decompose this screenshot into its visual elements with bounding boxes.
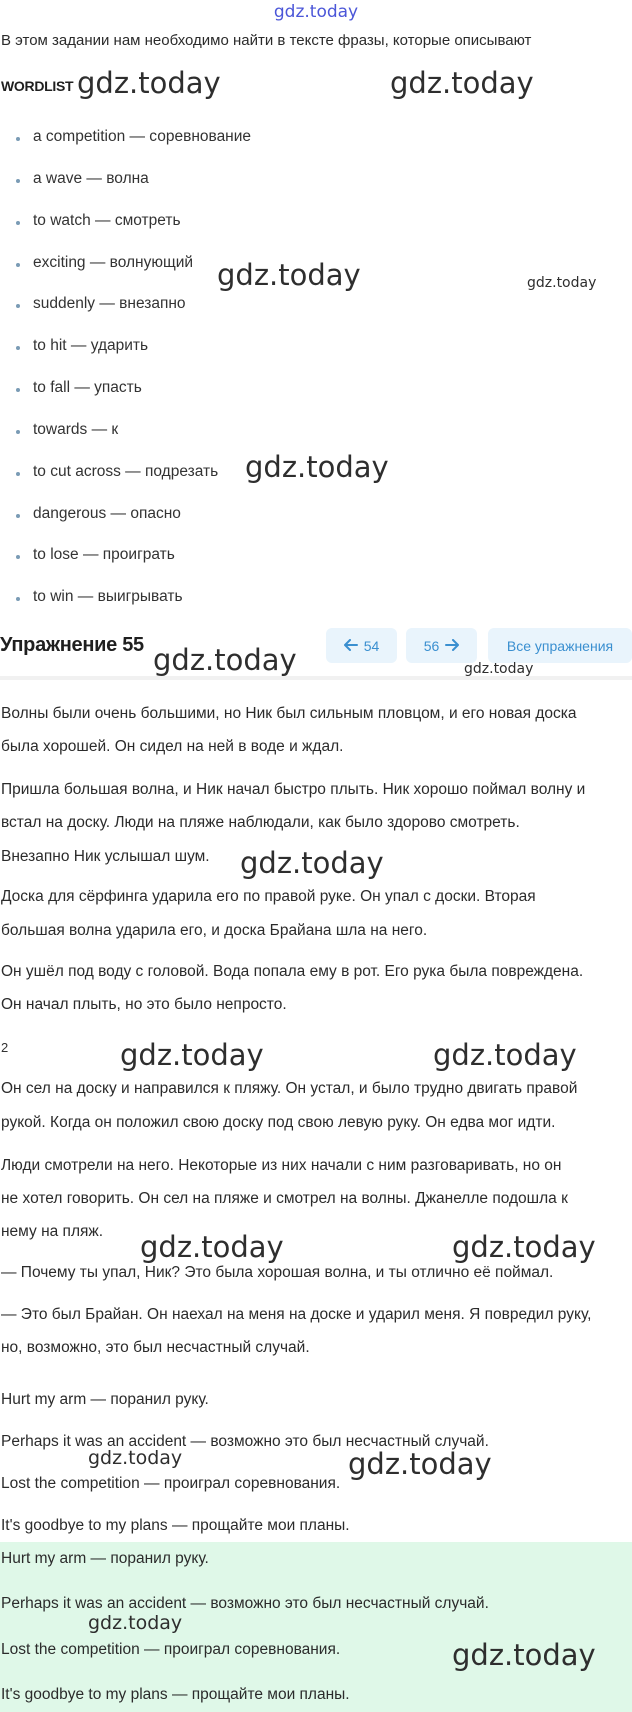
wordlist-item-text: to win — выигрывать: [33, 588, 183, 605]
watermark: gdz.today: [120, 1038, 264, 1072]
translation-line: Волны были очень большими, но Ник был сильным пловцом, и его новая доска: [1, 705, 577, 722]
watermark: gdz.today: [464, 661, 534, 677]
watermark: gdz.today: [140, 1230, 284, 1264]
wordlist-item-text: towards — к: [33, 421, 119, 438]
bullet-icon: [16, 430, 20, 434]
translation-line: Люди смотрели на него. Некоторые из них начали с ним разговаривать, но он: [1, 1157, 562, 1174]
wordlist-item-text: exciting — волнующий: [33, 254, 194, 271]
watermark: gdz.today: [240, 846, 384, 880]
bullet-icon: [16, 514, 20, 518]
watermark: gdz.today: [245, 450, 389, 484]
phrase-line: Hurt my arm — поранил руку.: [1, 1391, 209, 1408]
bullet-icon: [16, 221, 20, 225]
wordlist-item-text: suddenly — внезапно: [33, 295, 186, 312]
wordlist-item-text: to cut across — подрезать: [33, 463, 219, 480]
translation-line: Он начал плыть, но это было непросто.: [1, 996, 287, 1013]
phrase-line: Perhaps it was an accident — возможно это был несчастный случай.: [1, 1433, 489, 1450]
translation-line: Доска для сёрфинга ударила его по правой руке. Он упал с доски. Вторая: [1, 888, 536, 905]
watermark: gdz.today: [88, 1612, 183, 1634]
translation-line: нему на пляж.: [1, 1223, 104, 1240]
wordlist-item-text: a wave — волна: [33, 170, 149, 187]
bullet-icon: [16, 472, 20, 476]
translation-line: Пришла большая волна, и Ник начал быстро плыть. Ник хорошо поймал волну и: [1, 781, 586, 798]
prev-exercise-label: 54: [363, 637, 380, 654]
translation-line: не хотел говорить. Он сел на пляже и смотрел на волны. Джанелле подошла к: [1, 1190, 568, 1207]
answer-line: Perhaps it was an accident — возможно это был несчастный случай.: [1, 1595, 489, 1612]
bullet-icon: [16, 597, 20, 601]
arrow-right-icon: [445, 638, 459, 654]
watermark: gdz.today: [217, 258, 361, 292]
bullet-icon: [16, 555, 20, 559]
translation-line: Он ушёл под воду с головой. Вода попала ему в рот. Его рука была повреждена.: [1, 963, 584, 980]
bullet-icon: [16, 179, 20, 183]
wordlist-item-text: to watch — смотреть: [33, 212, 181, 229]
watermark: gdz.today: [153, 643, 297, 677]
phrase-line: Lost the competition — проиграл соревнования.: [1, 1475, 341, 1492]
translation-line: Внезапно Ник услышал шум.: [1, 848, 210, 865]
next-exercise-button[interactable]: [406, 628, 477, 663]
next-exercise-label: 56: [423, 637, 440, 654]
translation-line: была хорошей. Он сидел на ней в воде и ждал.: [1, 738, 344, 755]
part-number: 2: [1, 1040, 9, 1055]
wordlist-item-text: to lose — проиграть: [33, 546, 175, 563]
wordlist-item-text: to hit — ударить: [33, 337, 149, 354]
bullet-icon: [16, 346, 20, 350]
watermark: gdz.today: [390, 66, 534, 100]
watermark: gdz.today: [348, 1447, 492, 1481]
watermark: gdz.today: [452, 1230, 596, 1264]
answer-line: It's goodbye to my plans — прощайте мои планы.: [1, 1686, 350, 1703]
prev-exercise-button[interactable]: [326, 628, 397, 663]
answer-line: Hurt my arm — поранил руку.: [1, 1550, 209, 1567]
wordlist-item-text: dangerous — опасно: [33, 505, 181, 522]
exercise-title: Упражнение 55: [0, 634, 144, 656]
watermark: gdz.today: [527, 275, 597, 291]
bullet-icon: [16, 388, 20, 392]
phrase-line: It's goodbye to my plans — прощайте мои планы.: [1, 1517, 350, 1534]
wordlist-label: WORDLIST: [1, 78, 74, 94]
all-exercises-label: Все упражнения: [506, 637, 614, 654]
translation-line: рукой. Когда он положил свою доску под свою левую руку. Он едва мог идти.: [1, 1114, 556, 1131]
translation-line: — Почему ты упал, Ник? Это была хорошая волна, и ты отлично её поймал.: [1, 1264, 554, 1281]
watermark: gdz.today: [77, 66, 221, 100]
bullet-icon: [16, 137, 20, 141]
watermark: gdz.today: [452, 1638, 596, 1672]
wordlist-item-text: a competition — соревнование: [33, 128, 252, 145]
header-divider: [0, 676, 632, 680]
translation-line: но, возможно, это был несчастный случай.: [1, 1339, 310, 1356]
all-exercises-button[interactable]: [488, 628, 632, 663]
translation-line: встал на доску. Люди на пляже наблюдали, как было здорово смотреть.: [1, 814, 520, 831]
watermark: gdz.today: [433, 1038, 577, 1072]
bullet-icon: [16, 263, 20, 267]
wordlist-item-text: to fall — упасть: [33, 379, 142, 396]
intro-text: В этом задании нам необходимо найти в тексте фразы, которые описывают: [1, 32, 532, 49]
translation-line: большая волна ударила его, и доска Брайана шла на него.: [1, 922, 428, 939]
top-watermark: gdz.today: [273, 2, 359, 22]
bullet-icon: [16, 304, 20, 308]
translation-line: Он сел на доску и направился к пляжу. Он устал, и было трудно двигать правой: [1, 1080, 578, 1097]
watermark: gdz.today: [88, 1447, 183, 1469]
arrow-left-icon: [344, 638, 358, 654]
translation-line: — Это был Брайан. Он наехал на меня на доске и ударил меня. Я повредил руку,: [1, 1306, 592, 1323]
answer-line: Lost the competition — проиграл соревнования.: [1, 1641, 341, 1658]
